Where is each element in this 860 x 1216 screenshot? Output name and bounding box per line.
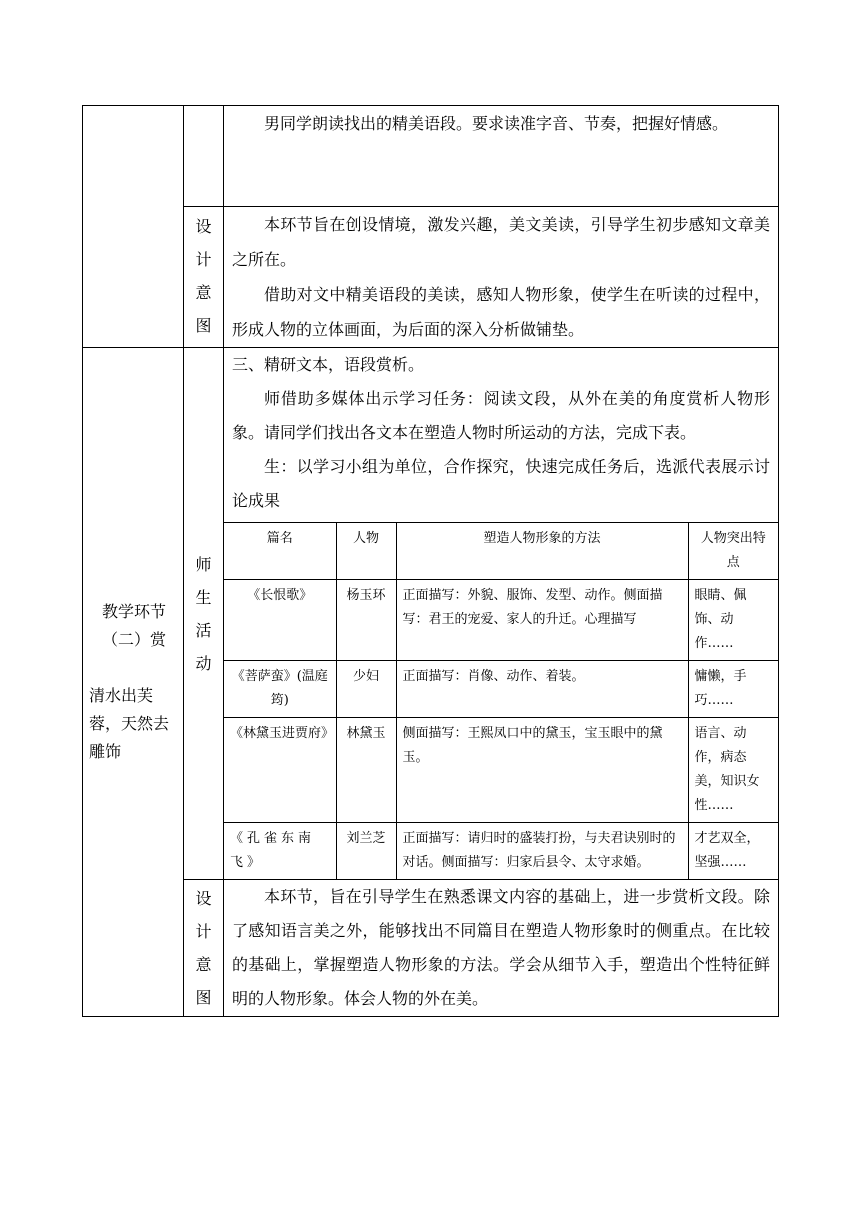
trait-cell: 慵懒，手巧…… bbox=[688, 661, 778, 718]
table-row bbox=[224, 718, 778, 823]
section-heading: 三、精研文本，语段赏析。 bbox=[232, 355, 425, 374]
section-label-cell: 教学环节 （二）赏 清水出芙 蓉，天然去 雕饰 bbox=[83, 348, 184, 1017]
title-cell: 《孔雀东南飞》 bbox=[224, 823, 336, 880]
design-intent-label: 设 计 意 图 bbox=[184, 880, 224, 1017]
table-row bbox=[224, 661, 778, 718]
character-cell: 刘兰芝 bbox=[336, 823, 396, 880]
trait-cell: 才艺双全，坚强…… bbox=[688, 823, 778, 880]
design-intent-content bbox=[224, 880, 779, 1017]
table-row bbox=[224, 580, 778, 661]
activity-content bbox=[224, 348, 779, 880]
title-cell: 《菩萨蛮》(温庭筠) bbox=[224, 661, 336, 718]
character-cell: 杨玉环 bbox=[336, 580, 396, 661]
title-cell: 《林黛玉进贾府》 bbox=[224, 718, 336, 823]
table-row bbox=[83, 106, 779, 207]
header-cell: 篇名 bbox=[224, 523, 336, 580]
method-cell: 正面描写：外貌、服饰、发型、动作。侧面描写：君王的宠爱、家人的升迁。心理描写 bbox=[396, 580, 688, 661]
table-row bbox=[83, 880, 779, 1017]
paragraph: 师借助多媒体出示学习任务：阅读文段，从外在美的角度赏析人物形象。请同学们找出各文本在塑造人物时所运动的方法，完成下表。 bbox=[232, 389, 770, 442]
table-row bbox=[83, 348, 779, 880]
method-cell: 侧面描写：王熙凤口中的黛玉，宝玉眼中的黛玉。 bbox=[396, 718, 688, 823]
header-cell: 人物突出特点 bbox=[688, 523, 778, 580]
content-cell bbox=[224, 106, 779, 207]
reading-instruction: 男同学朗读找出的精美语段。要求读准字音、节奏，把握好情感。 bbox=[264, 114, 729, 133]
lesson-plan-table bbox=[82, 105, 779, 1017]
design-intent-label: 设 计 意 图 bbox=[184, 207, 224, 348]
section-cell-empty bbox=[83, 106, 184, 348]
design-intent-content bbox=[224, 207, 779, 348]
activity-label: 师 生 活 动 bbox=[184, 348, 224, 880]
title-cell: 《长恨歌》 bbox=[224, 580, 336, 661]
paragraph: 本环节旨在创设情境，激发兴趣，美文美读，引导学生初步感知文章美之所在。 bbox=[232, 215, 770, 269]
paragraph: 生：以学习小组为单位，合作探究，快速完成任务后，选派代表展示讨论成果 bbox=[232, 457, 770, 510]
table-row bbox=[224, 823, 778, 880]
header-cell: 塑造人物形象的方法 bbox=[396, 523, 688, 580]
character-cell: 少妇 bbox=[336, 661, 396, 718]
table-row bbox=[83, 207, 779, 348]
character-cell: 林黛玉 bbox=[336, 718, 396, 823]
trait-cell: 眼睛、佩饰、动作…… bbox=[688, 580, 778, 661]
paragraph: 本环节，旨在引导学生在熟悉课文内容的基础上，进一步赏析文段。除了感知语言美之外，能够找出不同篇目在塑造人物形象时的侧重点。在比较的基础上，掌握塑造人物形象的方法。学会从细节入手，塑造出个性特征鲜明的人物形象。体会人物的外在美。 bbox=[232, 887, 770, 1008]
label-cell-empty bbox=[184, 106, 224, 207]
table-header-row bbox=[224, 523, 778, 580]
trait-cell: 语言、动作，病态美，知识女性…… bbox=[688, 718, 778, 823]
method-cell: 正面描写：请归时的盛装打扮，与夫君诀别时的对话。侧面描写：归家后县令、太守求婚。 bbox=[396, 823, 688, 880]
character-analysis-table bbox=[224, 522, 778, 879]
method-cell: 正面描写：肖像、动作、着装。 bbox=[396, 661, 688, 718]
header-cell: 人物 bbox=[336, 523, 396, 580]
paragraph: 借助对文中精美语段的美读，感知人物形象，使学生在听读的过程中，形成人物的立体画面，为后面的深入分析做铺垫。 bbox=[232, 285, 770, 339]
